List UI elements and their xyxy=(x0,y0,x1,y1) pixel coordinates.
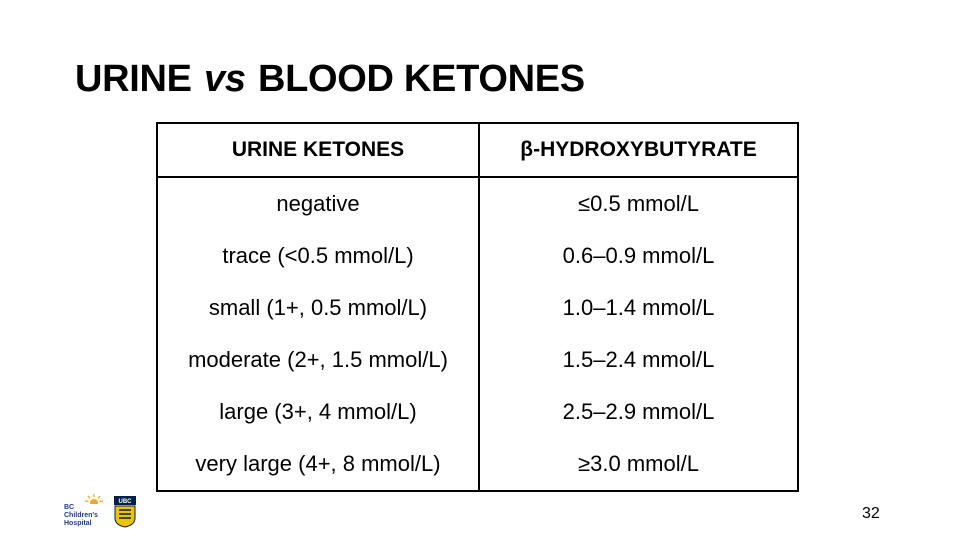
bcch-logo-line-3: Hospital xyxy=(64,520,92,527)
ketones-table xyxy=(156,122,799,492)
table-row xyxy=(157,438,798,491)
bcch-logo-line-1: BC xyxy=(64,504,75,511)
ubc-logo-text: UBC xyxy=(118,499,132,505)
bhb-cell: 1.0–1.4 mmol/L xyxy=(479,282,798,334)
bhb-cell: ≥3.0 mmol/L xyxy=(479,438,798,491)
title-part-vs: vs xyxy=(204,58,246,100)
urine-ketones-cell: negative xyxy=(157,177,479,230)
header-urine-ketones: URINE KETONES xyxy=(157,123,479,177)
urine-ketones-cell: large (3+, 4 mmol/L) xyxy=(157,386,479,438)
title-part-urine: URINE xyxy=(75,58,192,100)
table-row xyxy=(157,230,798,282)
urine-ketones-cell: small (1+, 0.5 mmol/L) xyxy=(157,282,479,334)
bcch-logo-line-2: Children's xyxy=(64,512,98,519)
urine-ketones-cell: moderate (2+, 1.5 mmol/L) xyxy=(157,334,479,386)
ubc-logo xyxy=(114,496,136,528)
footer-logos xyxy=(64,494,136,528)
table-row xyxy=(157,386,798,438)
ubc-crest-icon xyxy=(114,496,136,528)
bhb-cell: ≤0.5 mmol/L xyxy=(479,177,798,230)
bhb-cell: 1.5–2.4 mmol/L xyxy=(479,334,798,386)
slide-title xyxy=(75,58,585,101)
urine-ketones-cell: very large (4+, 8 mmol/L) xyxy=(157,438,479,491)
urine-ketones-cell: trace (<0.5 mmol/L) xyxy=(157,230,479,282)
bhb-cell: 2.5–2.9 mmol/L xyxy=(479,386,798,438)
table-row xyxy=(157,334,798,386)
bc-childrens-hospital-logo xyxy=(64,494,104,528)
header-beta-hydroxybutyrate: β-HYDROXYBUTYRATE xyxy=(479,123,798,177)
table-header-row xyxy=(157,123,798,177)
table-row xyxy=(157,177,798,230)
sun-icon xyxy=(64,494,104,504)
table-row xyxy=(157,282,798,334)
page-number: 32 xyxy=(862,505,880,522)
title-part-blood-ketones: BLOOD KETONES xyxy=(257,58,585,100)
bhb-cell: 0.6–0.9 mmol/L xyxy=(479,230,798,282)
